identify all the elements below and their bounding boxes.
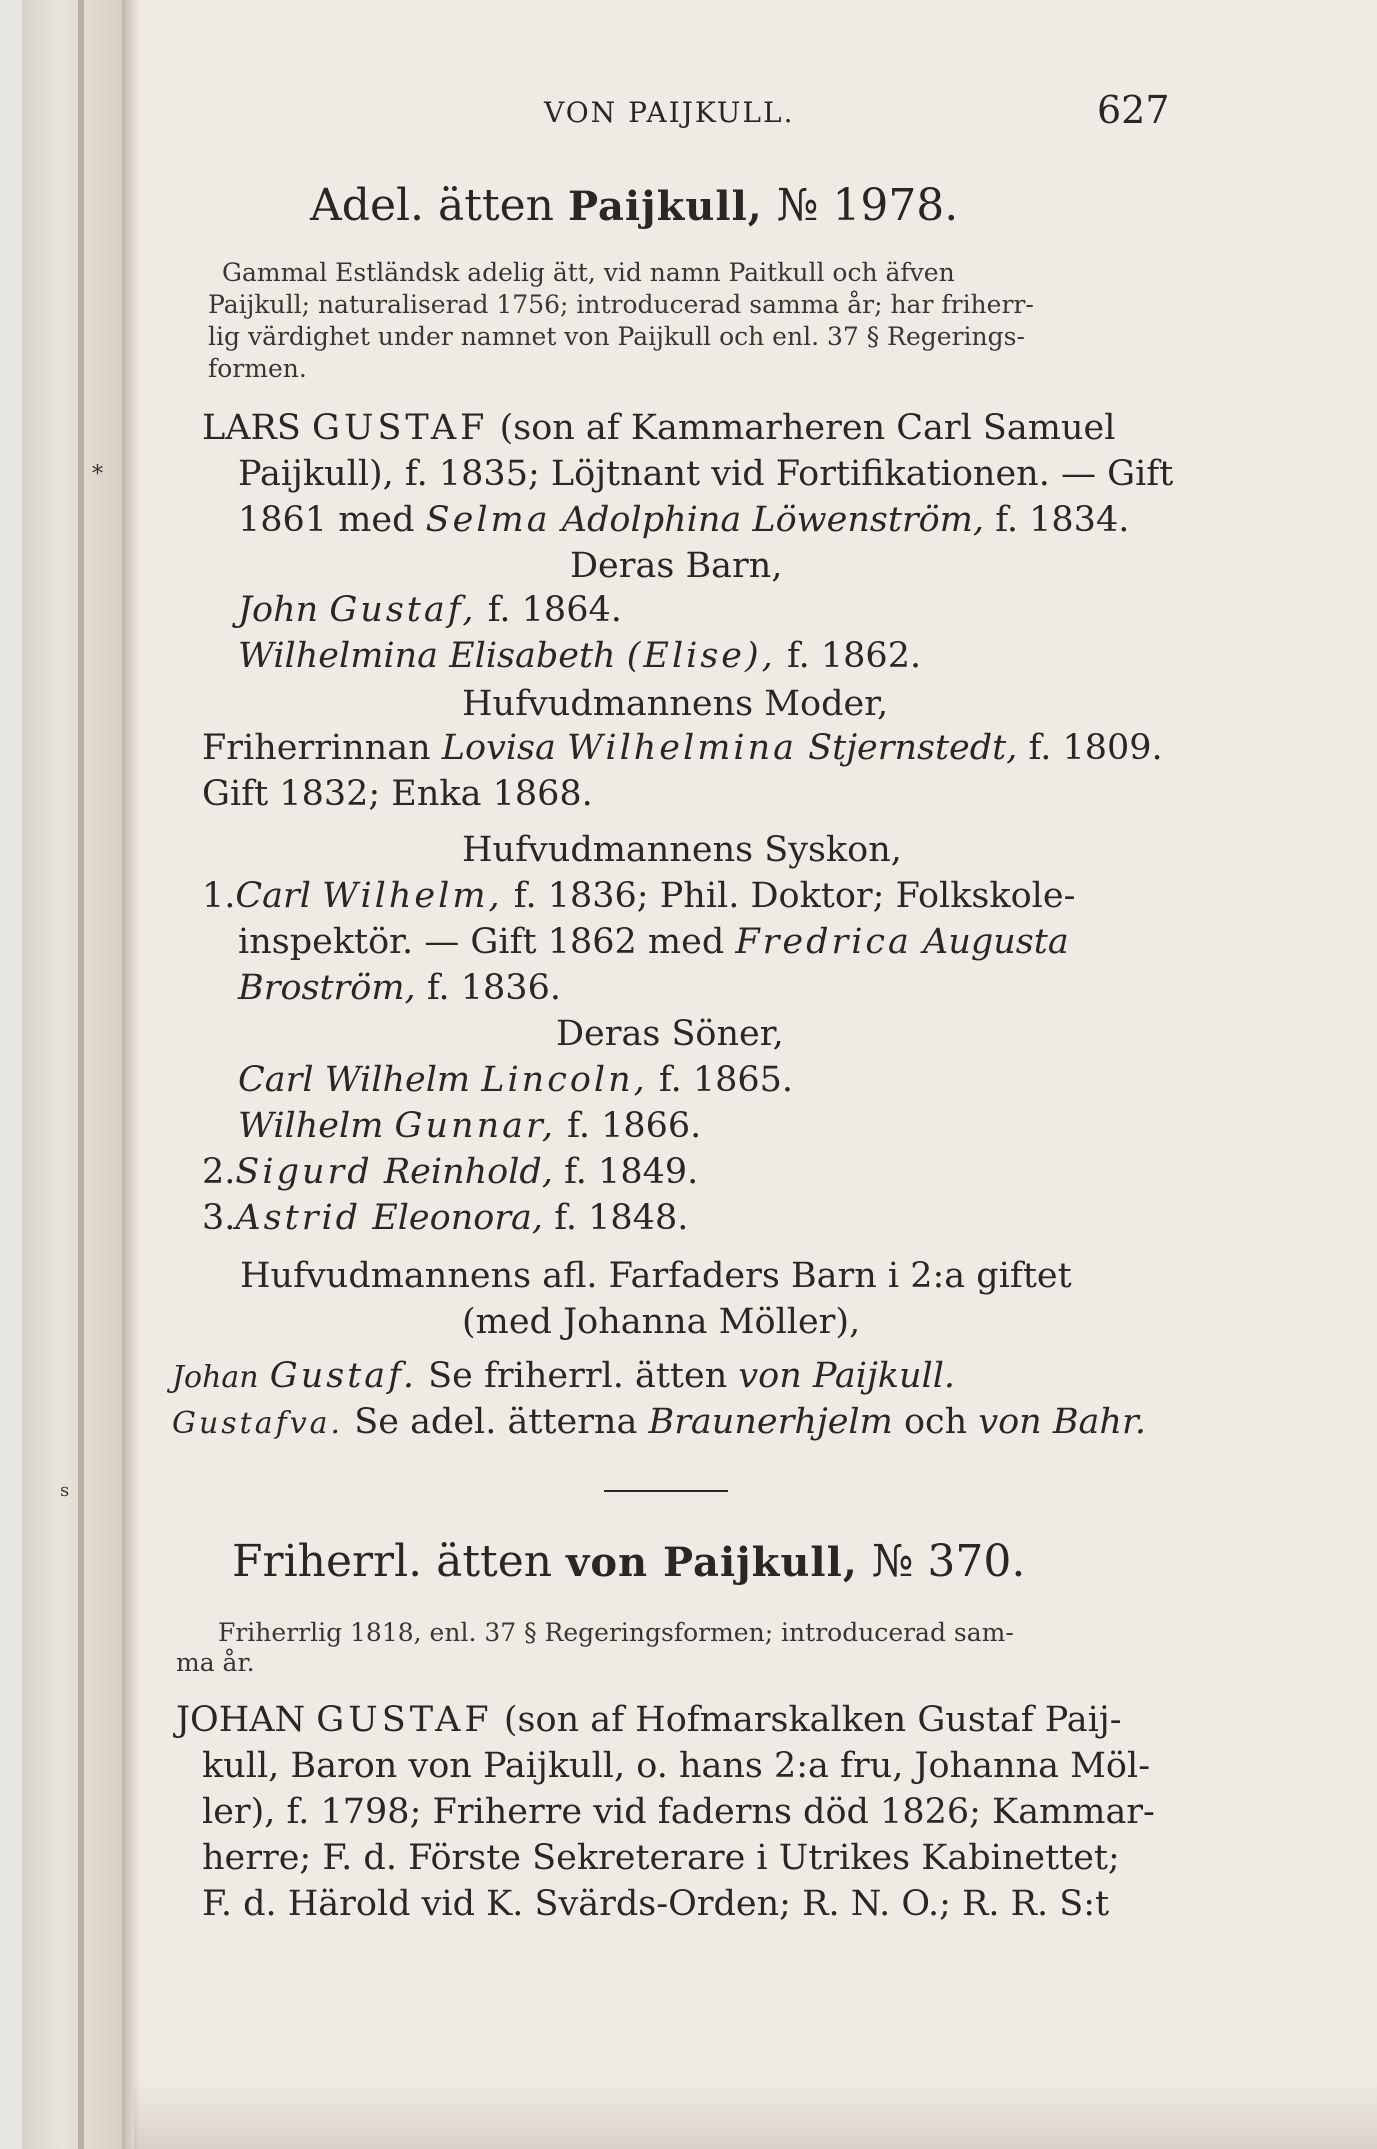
- margin-mark: *: [92, 462, 103, 487]
- sibling-line: 2.Sigurd Reinhold, f. 1849.: [202, 1152, 699, 1192]
- subheading: Hufvudmannens Moder,: [462, 684, 889, 724]
- subheading: Deras Barn,: [570, 546, 783, 586]
- entry-lars-line: Paijkull), f. 1835; Löjtnant vid Fortifikationen. — Gift: [238, 454, 1174, 494]
- section-title-friherrl: Friherrl. ätten von Paijkull, № 370.: [232, 1536, 1026, 1587]
- section-divider: [604, 1490, 728, 1492]
- sibling-line: 1.Carl Wilhelm, f. 1836; Phil. Doktor; Folkskole-: [202, 876, 1076, 916]
- section-title-adel: Adel. ätten Paijkull, № 1978.: [310, 180, 959, 231]
- intro-line: ma år.: [176, 1648, 255, 1677]
- mother-line: Gift 1832; Enka 1868.: [202, 774, 593, 814]
- book-binding: [78, 0, 84, 2149]
- intro-line: Friherrlig 1818, enl. 37 § Regeringsformen; introducerad sam-: [218, 1618, 1014, 1647]
- running-head: VON PAIJKULL.: [544, 96, 795, 129]
- son-entry: Carl Wilhelm Lincoln, f. 1865.: [238, 1060, 794, 1100]
- entry-lars-line: 1861 med Selma Adolphina Löwenström, f. 1834.: [238, 500, 1130, 540]
- entry-johan-line: F. d. Härold vid K. Svärds-Orden; R. N. O.; R. R. S:t: [202, 1884, 1110, 1924]
- child-entry: Wilhelmina Elisabeth (Elise), f. 1862.: [238, 636, 922, 676]
- intro-line: Gammal Estländsk adelig ätt, vid namn Paitkull och äfven: [222, 258, 955, 287]
- page-number: 627: [1097, 88, 1170, 132]
- subheading: Hufvudmannens Syskon,: [462, 830, 902, 870]
- cross-reference: Johan Gustaf. Se friherrl. ätten von Paijkull.: [172, 1356, 956, 1396]
- mother-line: Friherrinnan Lovisa Wilhelmina Stjernstedt, f. 1809.: [202, 728, 1163, 768]
- sibling-line: Broström, f. 1836.: [238, 968, 561, 1008]
- sibling-line: 3.Astrid Eleonora, f. 1848.: [202, 1198, 689, 1238]
- paternal-line: Hufvudmannens afl. Farfaders Barn i 2:a giftet: [240, 1256, 1072, 1296]
- margin-mark: s: [60, 1480, 70, 1501]
- entry-johan-line: ler), f. 1798; Friherre vid faderns död 1826; Kammar-: [202, 1792, 1155, 1832]
- entry-johan-line: kull, Baron von Paijkull, o. hans 2:a fru, Johanna Möl-: [202, 1746, 1151, 1786]
- paternal-line: (med Johanna Möller),: [462, 1302, 861, 1342]
- scan-background: [0, 0, 22, 2149]
- entry-lars-line: LARS GUSTAF (son af Kammarheren Carl Samuel: [202, 408, 1116, 448]
- intro-line: formen.: [208, 354, 307, 383]
- cross-reference: Gustafva. Se adel. ätterna Braunerhjelm och von Bahr.: [172, 1402, 1146, 1442]
- son-entry: Wilhelm Gunnar, f. 1866.: [238, 1106, 702, 1146]
- page-bottom-shadow: [134, 2080, 1377, 2149]
- child-entry: John Gustaf, f. 1864.: [238, 590, 622, 630]
- entry-johan-line: herre; F. d. Förste Sekreterare i Utrikes Kabinettet;: [202, 1838, 1120, 1878]
- subheading: Deras Söner,: [556, 1014, 784, 1054]
- gutter-shadow: [122, 0, 140, 2149]
- sibling-line: inspektör. — Gift 1862 med Fredrica Augusta: [238, 922, 1069, 962]
- entry-johan-line: JOHAN GUSTAF (son af Hofmarskalken Gustaf Paij-: [176, 1700, 1122, 1740]
- intro-line: lig värdighet under namnet von Paijkull och enl. 37 § Regerings-: [208, 322, 1025, 351]
- intro-line: Paijkull; naturaliserad 1756; introducerad samma år; har friherr-: [208, 290, 1034, 319]
